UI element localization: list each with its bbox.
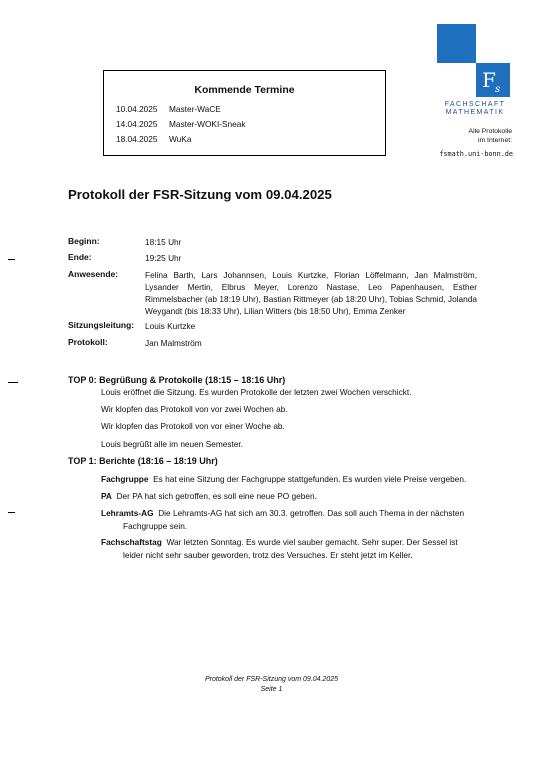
paragraph: Louis eröffnet die Sitzung. Es wurden Protokolle der letzten zwei Wochen verschickt. — [101, 387, 412, 397]
attendees-value: Felina Barth, Lars Johannsen, Louis Kurtzke, Florian Löffelmann, Jan Malmström, Lysander Mertin, Elbrus Meyer, Lorenzo Nastase, Leo Papenhausen, Esther Rimmelsbacher (ab 18:19 Uhr), Bastian Rittmeyer (ab 18:20 Uhr), Tobias Schmid, Jolanda Weygandt (bis 18:33 Uhr), Lilian Witters (bis 18:50 Uhr), Emma Zenker — [145, 270, 477, 316]
minutes-label: Protokoll: — [68, 337, 108, 347]
upcoming-events-box — [103, 70, 386, 156]
event-date: 14.04.2025 — [116, 119, 158, 129]
event-date: 10.04.2025 — [116, 104, 158, 114]
protocol-note: im Internet: — [478, 137, 512, 144]
minutes-value: Jan Malmström — [145, 338, 202, 348]
logo-letter-f: F — [482, 68, 496, 92]
protocol-url[interactable]: fsmath.uni-bonn.de — [439, 150, 513, 158]
footer-title: Protokoll der FSR-Sitzung vom 09.04.2025 — [204, 676, 339, 683]
paragraph: Wir klopfen das Protokoll von vor zwei Wochen ab. — [101, 404, 288, 414]
event-date: 18.04.2025 — [116, 134, 158, 144]
protocol-note: Alle Protokolle — [468, 128, 512, 135]
section-heading-top0: TOP 0: Begrüßung & Protokolle (18:15 – 18:16 Uhr) — [68, 375, 286, 385]
report-text: Der PA hat sich getroffen, es soll eine neue PO geben. — [116, 491, 317, 501]
upcoming-events-title: Kommende Termine — [194, 84, 295, 96]
attendees-label: Anwesende: — [68, 269, 119, 279]
report-text-continued: Fachgruppe sein. — [123, 520, 188, 531]
logo-letter-s: s — [495, 84, 501, 95]
margin-mark — [8, 259, 15, 260]
chair-label: Sitzungsleitung: — [68, 320, 135, 330]
margin-mark — [8, 382, 18, 383]
report-lead: PA — [101, 491, 112, 501]
report-lead: Fachschaftstag — [101, 537, 162, 547]
end-label: Ende: — [68, 252, 92, 262]
paragraph: Wir klopfen das Protokoll von vor einer Woche ab. — [101, 421, 285, 431]
report-item — [101, 473, 477, 486]
event-name: Master-WaCE — [169, 104, 221, 114]
report-lead: Lehramts-AG — [101, 508, 154, 518]
event-name: WuKa — [169, 134, 192, 144]
report-item — [101, 507, 477, 532]
event-row — [116, 134, 191, 144]
event-name: Master-WOKI-Sneak — [169, 119, 246, 129]
report-text: War letzten Sonntag. Es wurde viel sauber gemacht. Sehr super. Der Sessel ist — [166, 537, 458, 547]
logo-text-fachschaft: FACHSCHAFT — [444, 101, 506, 108]
section-heading-top1: TOP 1: Berichte (18:16 – 18:19 Uhr) — [68, 456, 218, 466]
paragraph: Louis begrüßt alle im neuen Semester. — [101, 439, 244, 449]
report-text: Die Lehramts-AG hat sich am 30.3. getroffen. Das soll auch Thema in der nächsten — [158, 508, 465, 518]
event-row — [116, 104, 221, 114]
report-lead: Fachgruppe — [101, 474, 149, 484]
document-title: Protokoll der FSR-Sitzung vom 09.04.2025 — [68, 187, 332, 202]
start-label: Beginn: — [68, 236, 100, 246]
start-value: 18:15 Uhr — [145, 237, 182, 247]
footer-page-number: Seite 1 — [260, 686, 283, 693]
report-item — [101, 490, 477, 503]
end-value: 19:25 Uhr — [145, 253, 182, 263]
chair-value: Louis Kurtzke — [145, 321, 196, 331]
fachschaft-logo — [436, 23, 512, 99]
report-text: Es hat eine Sitzung der Fachgruppe stattgefunden. Es wurden viele Preise vergeben. — [153, 474, 467, 484]
logo-text-mathematik: MATHEMATIK — [445, 109, 505, 116]
event-row — [116, 119, 246, 129]
report-item — [101, 536, 477, 561]
report-text-continued: leider nicht sehr sauber geworden, trotz des Versuches. Er steht jetzt im Keller. — [123, 549, 413, 560]
margin-mark — [8, 512, 15, 513]
